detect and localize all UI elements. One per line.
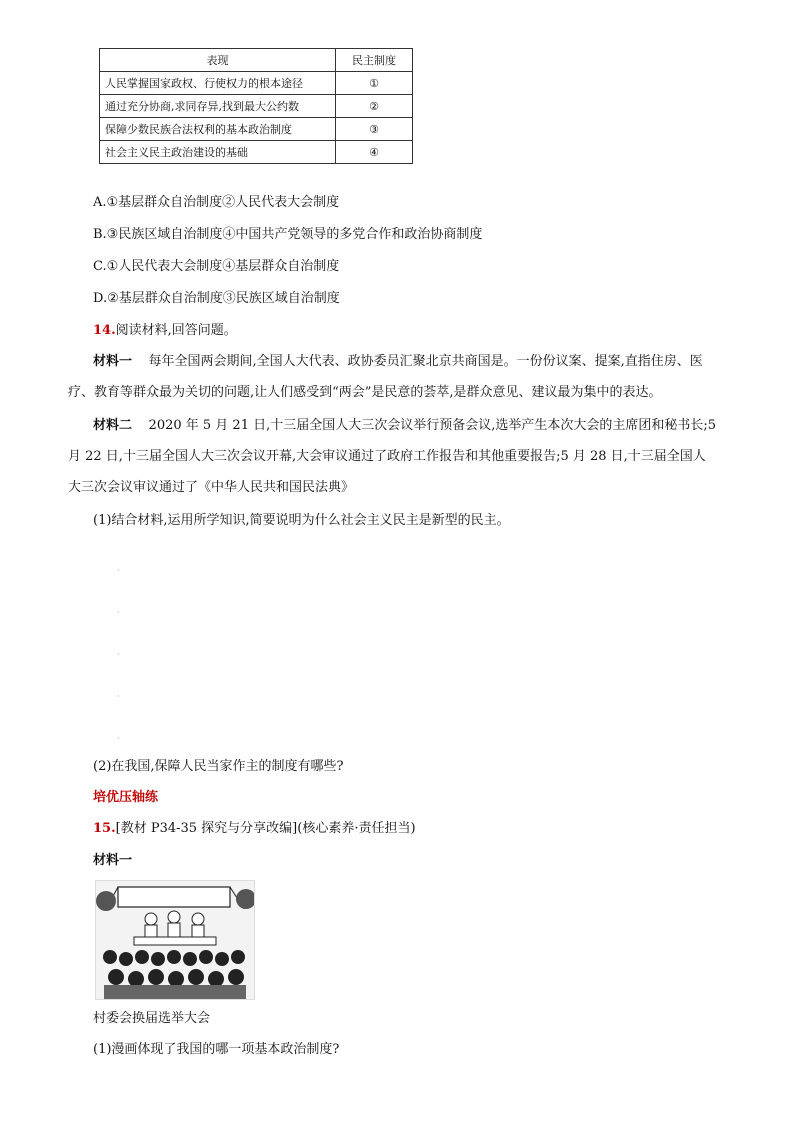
election-cartoon (95, 880, 255, 1000)
table-cell-desc: 社会主义民主政治建设的基础 (100, 141, 336, 164)
table-cell-mark: ③ (336, 118, 413, 141)
section-title: 培优压轴练 (93, 790, 159, 805)
question-title: 阅读材料,回答问题。 (115, 323, 237, 338)
question-number: 14. (93, 323, 116, 338)
table-cell-desc: 人民掌握国家政权、行使权力的根本途径 (100, 72, 336, 95)
cartoon-caption: 村委会换届选举大会 (93, 1011, 211, 1026)
table-header-row (100, 49, 413, 72)
democracy-table (99, 48, 413, 164)
option-c: C.①人民代表大会制度④基层群众自治制度 (93, 259, 340, 274)
table-cell-desc: 保障少数民族合法权利的基本政治制度 (100, 118, 336, 141)
material-text: 每年全国两会期间,全国人大代表、政协委员汇聚北京共商国是。一份份议案、提案,直指住房、医疗、教育等群众最为关切的问题,让人们感受到“两会”是民意的荟萃,是群众意见、建议最为集中的表达。 (68, 354, 703, 400)
question-number: 15. (93, 821, 116, 836)
material-1 (68, 346, 718, 408)
material-label: 材料一 (93, 354, 133, 369)
material-1-label: 材料一 (93, 853, 133, 868)
question-title: [教材 P34-35 探究与分享改编](核心素养·责任担当) (115, 821, 416, 836)
material-label: 材料二 (93, 418, 133, 433)
blank-mark: · (117, 734, 120, 743)
blank-mark: · (117, 650, 120, 659)
table-row (100, 72, 413, 95)
table-row (100, 141, 413, 164)
table-row (100, 95, 413, 118)
blank-mark: · (117, 692, 120, 701)
table-header-performance: 表现 (100, 49, 336, 72)
blank-mark: · (117, 566, 120, 575)
option-a: A.①基层群众自治制度②人民代表大会制度 (93, 195, 340, 210)
option-d: D.②基层群众自治制度③民族区域自治制度 (93, 291, 340, 306)
option-b: B.③民族区域自治制度④中国共产党领导的多党合作和政治协商制度 (93, 227, 483, 242)
table-cell-mark: ② (336, 95, 413, 118)
question-15-heading (93, 820, 416, 838)
table-cell-desc: 通过充分协商,求同存异,找到最大公约数 (100, 95, 336, 118)
subquestion-2: (2)在我国,保障人民当家作主的制度有哪些? (93, 759, 344, 774)
table-row (100, 118, 413, 141)
table-cell-mark: ④ (336, 141, 413, 164)
cartoon-illustration (96, 881, 254, 999)
table-header-system: 民主制度 (336, 49, 413, 72)
subquestion-1: (1)结合材料,运用所学知识,简要说明为什么社会主义民主是新型的民主。 (93, 513, 510, 528)
material-2 (68, 410, 718, 503)
blank-mark: · (117, 608, 120, 617)
table-cell-mark: ① (336, 72, 413, 95)
material-text: 2020 年 5 月 21 日,十三届全国人大三次会议举行预备会议,选举产生本次大会的主席团和秘书长;5 月 22 日,十三届全国人大三次会议开幕,大会审议通过了政府工作报告和其他重要报告;5 月 28 日,十三届全国人大三次会议审议通过了《中华人民共和国民法典》 (68, 418, 717, 495)
subquestion-1: (1)漫画体现了我国的哪一项基本政治制度? (93, 1042, 340, 1057)
question-14-heading (93, 322, 237, 340)
